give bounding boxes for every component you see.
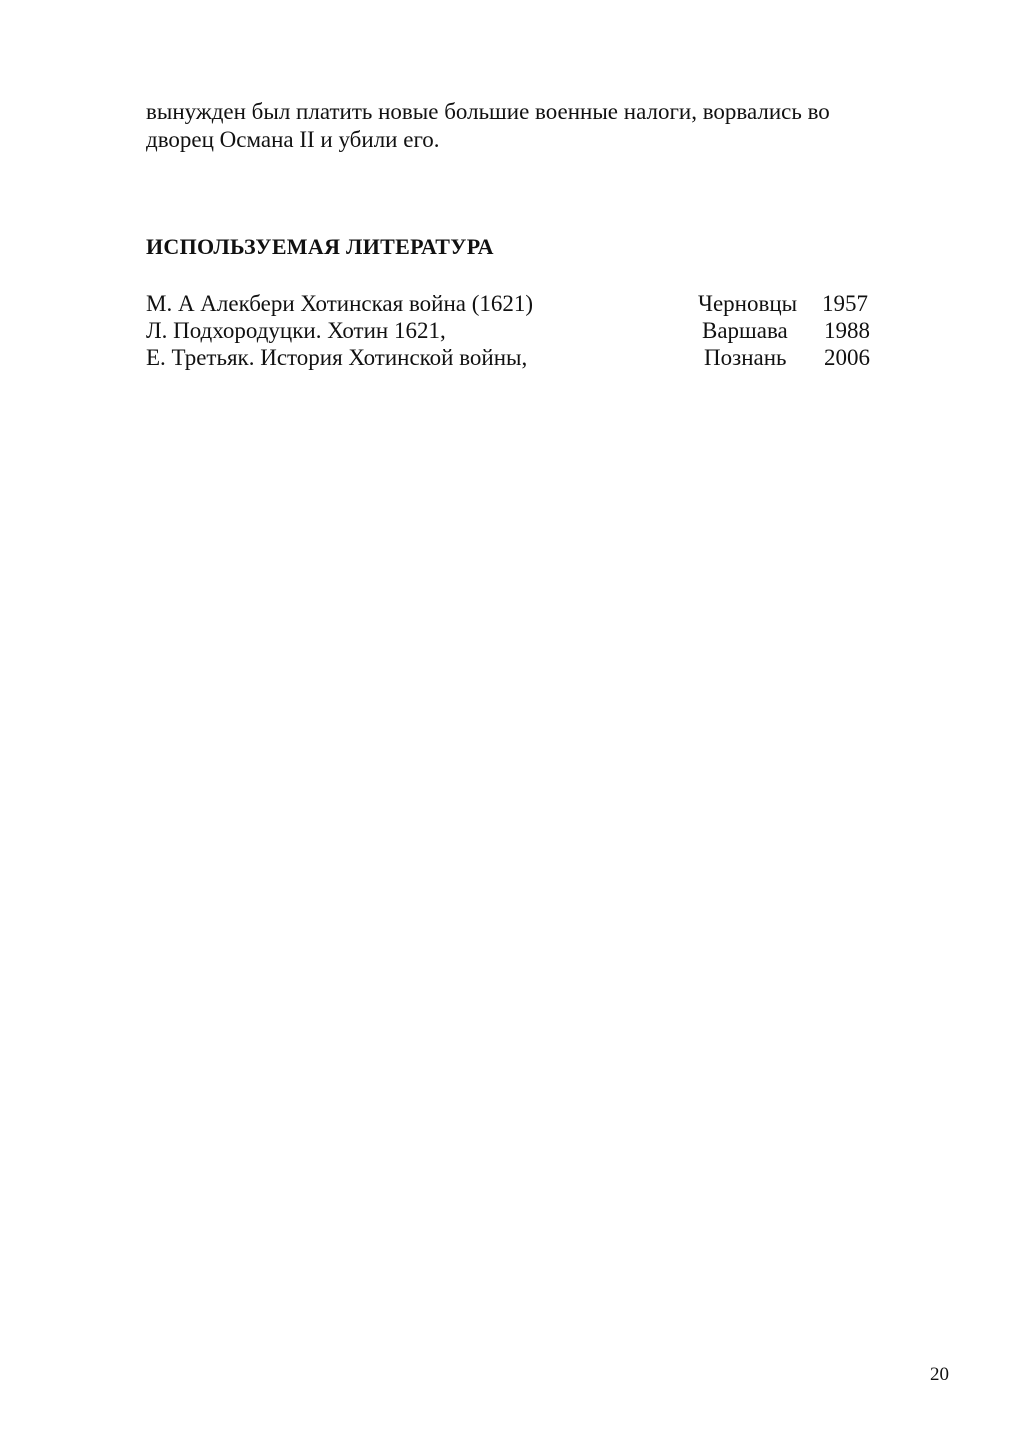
reference-year: 1957	[822, 291, 868, 316]
references-list	[146, 290, 906, 371]
page-number: 20	[930, 1364, 949, 1385]
reference-city: Познань	[704, 345, 787, 370]
references-heading: ИСПОЛЬЗУЕМАЯ ЛИТЕРАТУРА	[146, 234, 494, 259]
reference-year: 2006	[824, 345, 870, 370]
paragraph-line: вынужден был платить новые большие военные налоги, ворвались во	[146, 99, 830, 124]
paragraph-line: дворец Османа II и убили его.	[146, 127, 440, 152]
reference-title: Л. Подхородуцки. Хотин 1621,	[146, 318, 446, 343]
body-paragraph	[146, 98, 956, 154]
reference-title: М. А Алекбери Хотинская война (1621)	[146, 291, 534, 316]
reference-item	[146, 290, 906, 317]
reference-title: Е. Третьяк. История Хотинской войны,	[146, 345, 528, 370]
reference-item	[146, 317, 906, 344]
reference-city: Черновцы	[698, 291, 798, 316]
reference-year: 1988	[824, 318, 870, 343]
reference-city: Варшава	[702, 318, 788, 343]
reference-item	[146, 344, 906, 371]
